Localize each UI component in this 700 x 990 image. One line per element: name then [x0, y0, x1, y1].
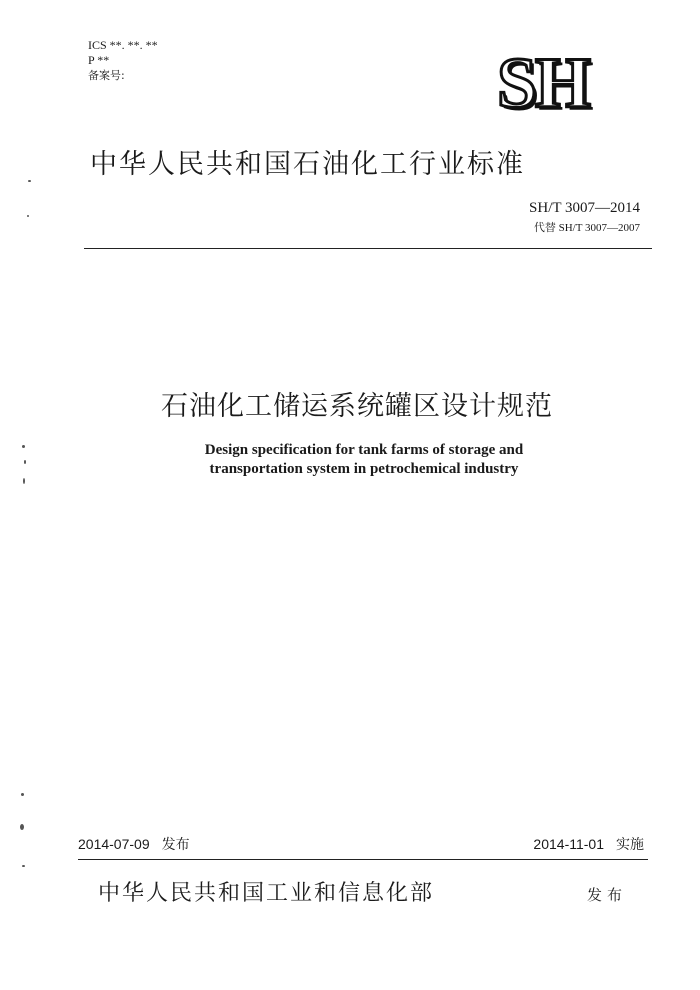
implement-date: 2014-11-01 [533, 836, 604, 852]
implement-label: 实施 [616, 837, 644, 853]
standard-number: SH/T 3007—2014 [529, 200, 640, 216]
publish-date: 2014-07-09 [78, 836, 150, 852]
scan-speck [23, 478, 25, 484]
sh-logo [497, 43, 639, 123]
scan-speck [22, 445, 25, 448]
scan-speck [24, 460, 26, 464]
scan-speck [27, 215, 29, 217]
document-title-chinese: 石油化工储运系统罐区设计规范 [161, 391, 553, 422]
filing-number-label: 备案号: [88, 69, 125, 82]
class-code: P ** [88, 53, 110, 67]
english-title-line-1: Design specification for tank farms of storage and [204, 442, 524, 458]
ics-code: ICS **. **. ** [88, 38, 158, 52]
publish-label: 发布 [161, 837, 190, 853]
scan-speck [21, 793, 24, 796]
english-title-line-2: transportation system in petrochemical industry [209, 461, 519, 477]
issue-action: 发布 [587, 886, 628, 904]
scan-speck [20, 824, 24, 830]
footer-divider [78, 859, 648, 860]
issuing-authority: 中华人民共和国工业和信息化部 [98, 881, 435, 906]
header-divider [84, 248, 652, 249]
document-title-english [0, 441, 700, 479]
replaced-standard: 代替 SH/T 3007—2007 [533, 222, 640, 234]
implement-date-row [533, 834, 644, 854]
scan-speck [28, 180, 31, 182]
standard-type-heading: 中华人民共和国石油化工行业标准 [90, 149, 525, 180]
sh-logo-text: SH [497, 43, 590, 123]
scan-speck [22, 865, 25, 867]
publish-date-row [78, 834, 190, 854]
